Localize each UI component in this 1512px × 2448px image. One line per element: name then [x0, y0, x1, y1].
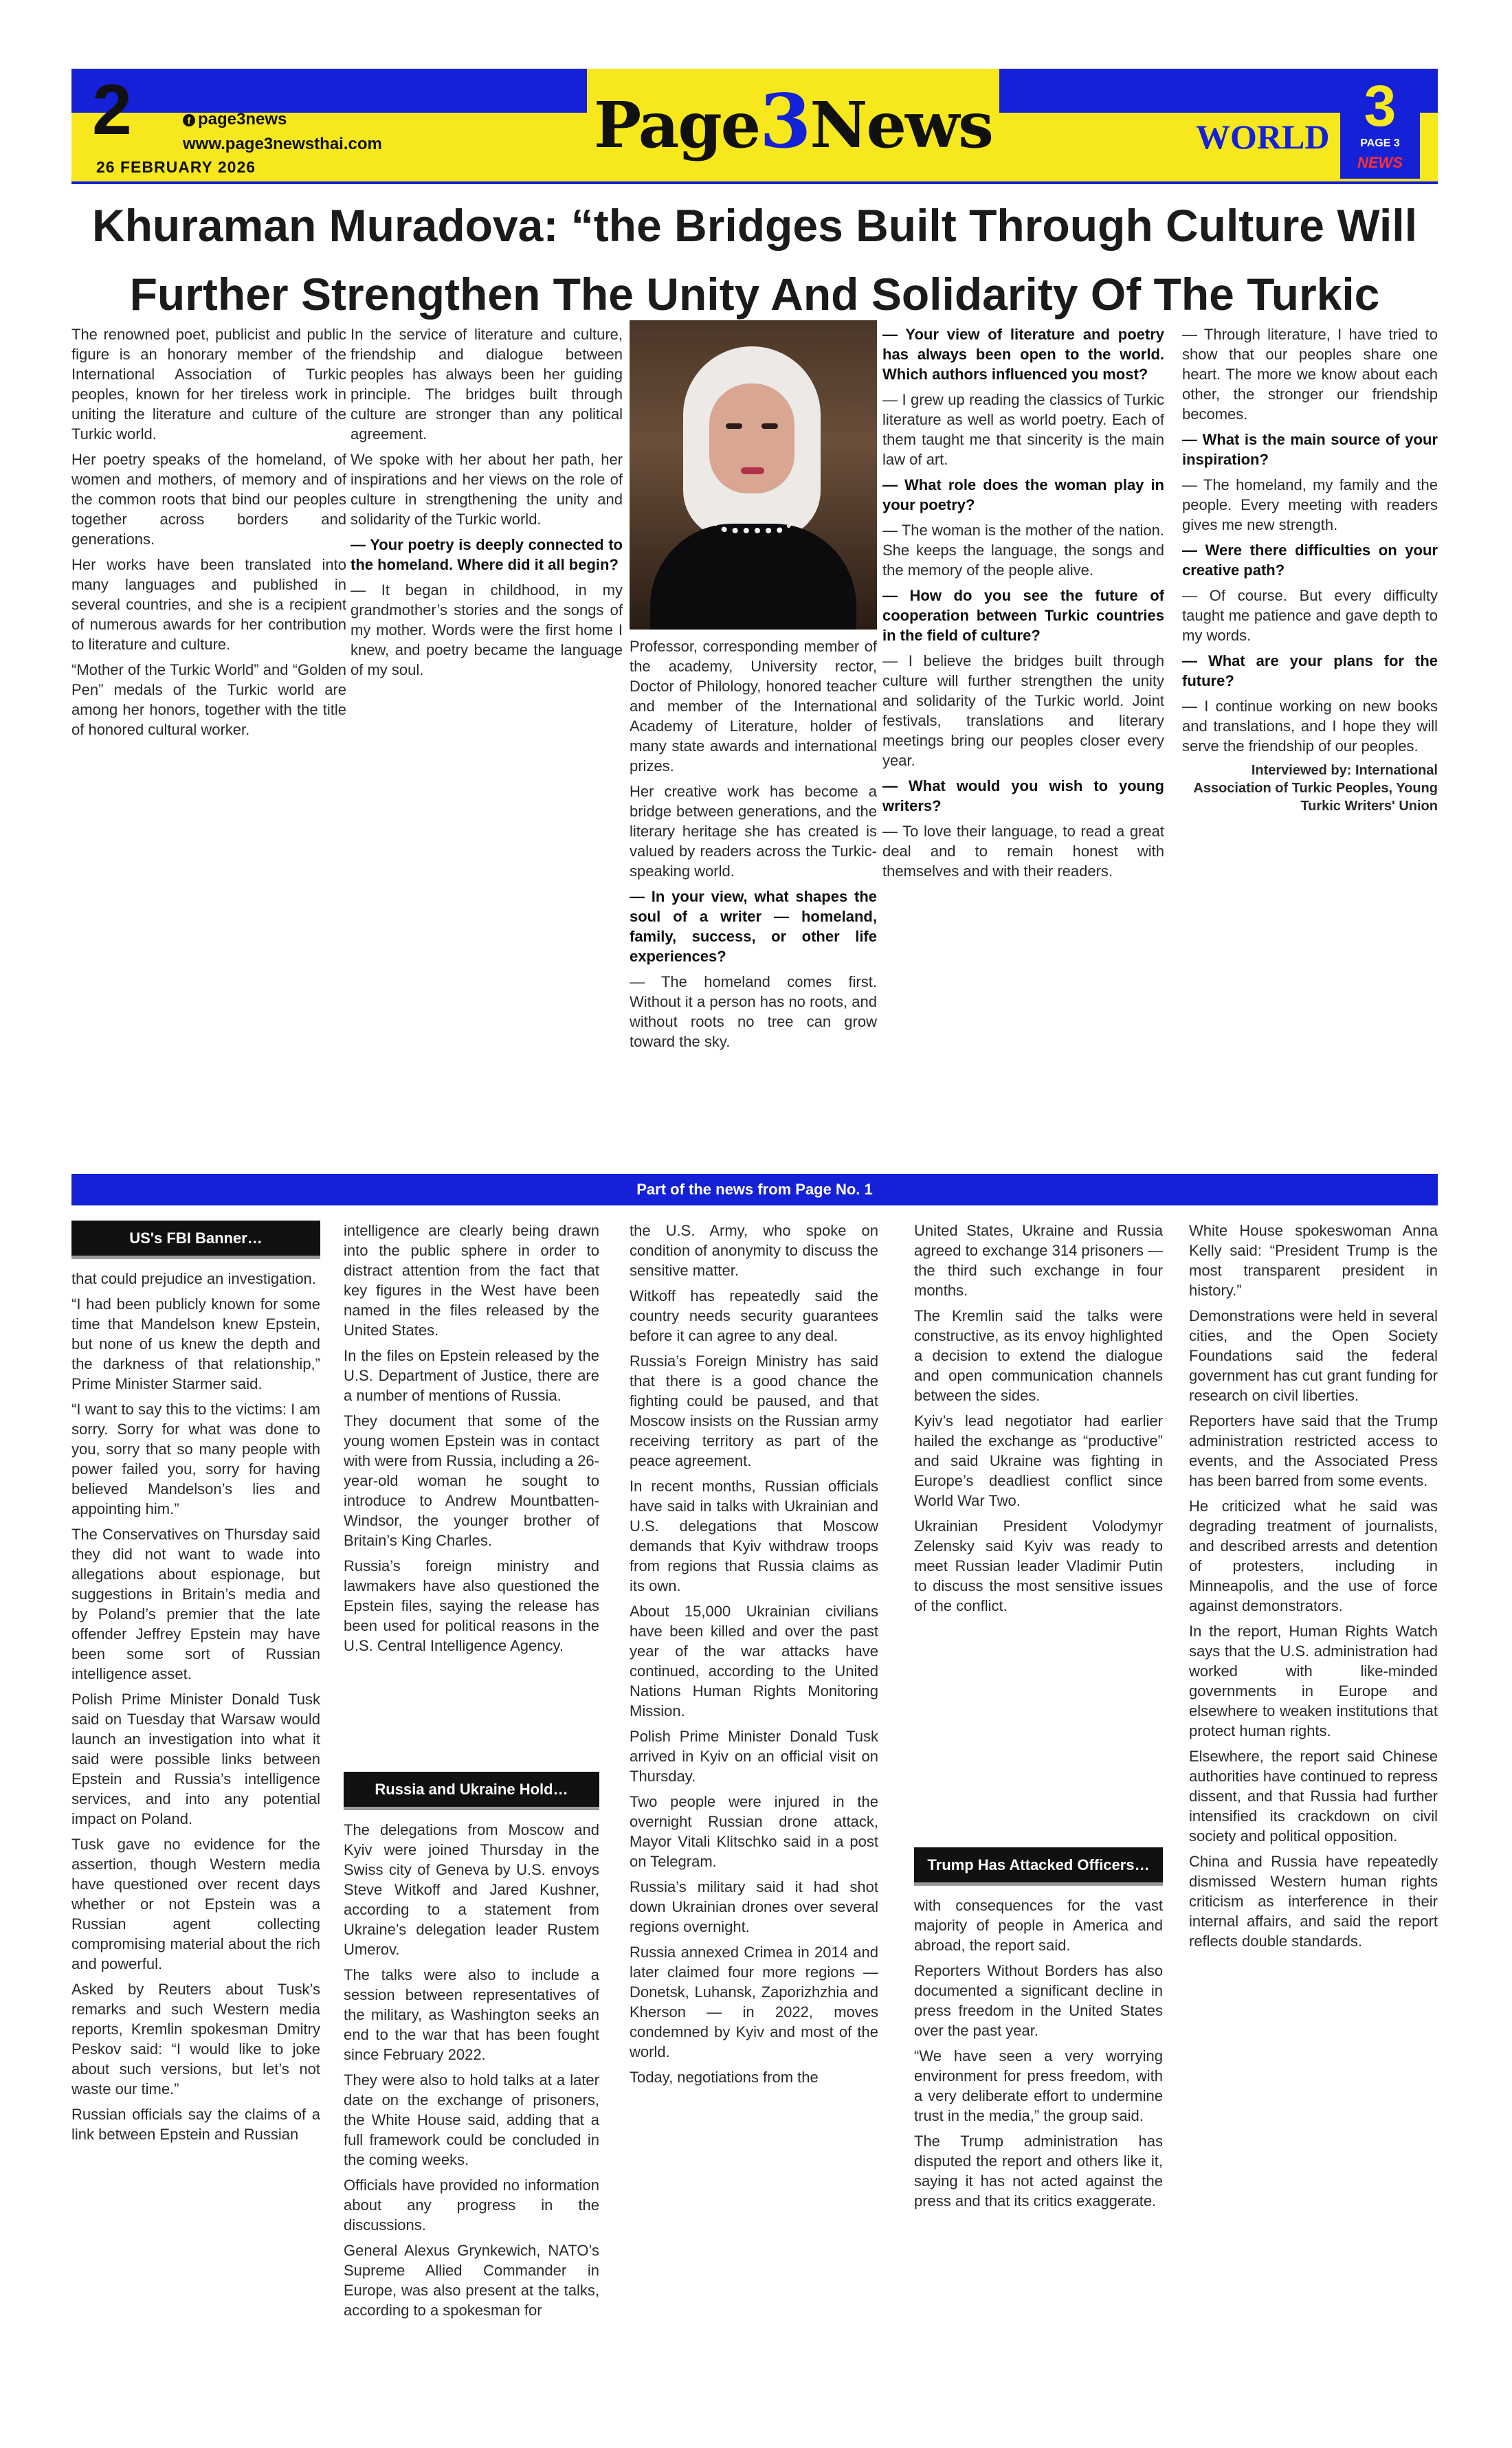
article-column-3: [882, 324, 1164, 1170]
paragraph: — Through literature, I have tried to show that our peoples share one heart. The more we know about each other, the stronger our friendship becomes.: [1182, 326, 1438, 423]
paragraph: Russian officials say the claims of a link between Epstein and Russian: [71, 2106, 320, 2143]
paragraph: “We have seen a very worrying environment for press freedom, with a very deliberate effort to undermine trust in the media,” the group said.: [914, 2047, 1163, 2124]
paragraph: Russia’s foreign ministry and lawmakers have also questioned the Epstein files, saying the release has been used for political reasons in the U.S. Central Intelligence Agency.: [344, 1557, 599, 1654]
paragraph: — I continue working on new books and translations, and I hope they will serve the friendship of our peoples.: [1182, 698, 1438, 755]
paragraph: — The woman is the mother of the nation. She keeps the language, the songs and the memory of the people alive.: [882, 522, 1164, 579]
paragraph: We spoke with her about her path, her inspirations and her views on the role of culture in strengthening the unity and solidarity of the Turkic world.: [351, 451, 623, 528]
paragraph: He criticized what he said was degrading treatment of journalists, and described arrests and detention of protesters, including in Minneapolis, and the use of force against demonstrators.: [1189, 1498, 1438, 1614]
paragraph: — Of course. But every difficulty taught me patience and gave depth to my words.: [1182, 587, 1438, 644]
photo-pearl-necklace: [711, 513, 796, 533]
paragraph: Officials have provided no information about any progress in the discussions.: [344, 2177, 599, 2234]
interview-question: — Were there difficulties on your creative path?: [1182, 542, 1438, 579]
paragraph: Witkoff has repeatedly said the country needs security guarantees before it can agree to any deal.: [630, 1287, 878, 1344]
paragraph: Polish Prime Minister Donald Tusk said on Tuesday that Warsaw would launch an investigation into what it said were possible links between Epstein and Russia’s intelligence services, and into any potential impact on Poland.: [71, 1691, 320, 1827]
lower-column-1: [71, 1269, 320, 2382]
subhead-russia-ukraine[interactable]: Russia and Ukraine Hold…: [344, 1772, 599, 1810]
paragraph: Elsewhere, the report said Chinese authorities have continued to repress dissent, and that Russia had further intensified its crackdown on civil society and political opposition.: [1189, 1748, 1438, 1845]
issue-date: 26 FEBRUARY 2026: [96, 158, 256, 176]
article-column-2b: [630, 636, 877, 1170]
paragraph: — I grew up reading the classics of Turkic literature as well as world poetry. Each of them taught me that sincerity is the main law of art.: [882, 391, 1164, 468]
badge-news-label: NEWS: [1357, 154, 1403, 171]
logo-three: 3: [759, 78, 810, 165]
paragraph: “I want to say this to the victims: I am sorry. Sorry for what was done to you, sorry that so many people with power failed you, sorry for having believed Mandelson’s lies and appointing him.”: [71, 1401, 320, 1517]
paragraph: Ukrainian President Volodymyr Zelensky said Kyiv was ready to meet Russian leader Vladimir Putin to discuss the most sensitive issues of the conflict.: [914, 1517, 1163, 1614]
facebook-icon: f: [183, 114, 195, 126]
paragraph: In recent months, Russian officials have said in talks with Ukrainian and U.S. delegations that Moscow demands that Kyiv withdraw troops from regions that Russia claims as its own.: [630, 1478, 878, 1594]
logo-wordmark: [587, 78, 999, 165]
interview-question: — In your view, what shapes the soul of a writer — homeland, family, success, or other life experiences?: [630, 888, 877, 965]
paragraph: Reporters have said that the Trump administration restricted access to events, and the Associated Press has been barred from some events.: [1189, 1412, 1438, 1489]
headline-line-2: Further Strengthen The Unity And Solidarity Of The Turkic: [129, 269, 1380, 320]
paragraph: Two people were injured in the overnight Russian drone attack, Mayor Vitali Klitschko said in a post on Telegram.: [630, 1793, 878, 1870]
article-column-4: [1182, 324, 1438, 1170]
paragraph: Tusk gave no evidence for the assertion, though Western media have questioned over recent days whether or not Epstein was a Russian agent collecting compromising material about the rich and powerful.: [71, 1836, 320, 1972]
interview-question: — Your view of literature and poetry has always been open to the world. Which authors influenced you most?: [882, 326, 1164, 383]
masthead-rule: [71, 181, 1438, 184]
paragraph: The delegations from Moscow and Kyiv were joined Thursday in the Swiss city of Geneva by U.S. envoys Steve Witkoff and Jared Kushner, according to a statement from Ukraine’s delegation leader Rustem Umerov.: [344, 1821, 599, 1958]
paragraph: Russia annexed Crimea in 2014 and later claimed four more regions — Donetsk, Luhansk, Zaporizhzhia and Kherson — in 2022, moves condemned by Kyiv and most of the world.: [630, 1944, 878, 2060]
logo-prefix: Page: [594, 88, 760, 162]
interview-question: — What is the main source of your inspiration?: [1182, 431, 1438, 468]
paragraph: Her poetry speaks of the homeland, of women and mothers, of memory and of the common roots that bind our peoples together across borders and generations.: [71, 451, 346, 548]
paragraph: China and Russia have repeatedly dismissed Western human rights criticism as interference in their internal affairs, and said the report reflects double standards.: [1189, 1853, 1438, 1950]
lower-column-3: [630, 1221, 878, 2382]
paragraph: Russia’s military said it had shot down Ukrainian drones over several regions overnight.: [630, 1878, 878, 1935]
paragraph: The Kremlin said the talks were constructive, as its envoy highlighted a decision to extend the dialogue and open communication channels between the sides.: [914, 1307, 1163, 1404]
article-column-1: [71, 324, 346, 1170]
interview-question: — What would you wish to young writers?: [882, 777, 1164, 814]
interview-question: — What are your plans for the future?: [1182, 652, 1438, 689]
badge-number: 3: [1364, 74, 1397, 138]
paragraph: Kyiv’s lead negotiator had earlier hailed the exchange as “productive” and said Ukraine was fighting in Europe’s deadliest conflict since World War Two.: [914, 1412, 1163, 1509]
paragraph: United States, Ukraine and Russia agreed to exchange 314 prisoners — the third such exchange in four months.: [914, 1222, 1163, 1299]
subhead-trump[interactable]: Trump Has Attacked Officers…: [914, 1847, 1163, 1886]
interview-question: — How do you see the future of cooperation between Turkic countries in the field of culture?: [882, 587, 1164, 644]
paragraph: the U.S. Army, who spoke on condition of anonymity to discuss the sensitive matter.: [630, 1222, 878, 1279]
paragraph: Demonstrations were held in several cities, and the Open Society Foundations said the federal government has cut grant funding for research on civil liberties.: [1189, 1307, 1438, 1404]
paragraph: The Conservatives on Thursday said they did not want to wade into allegations about espionage, but suggestions in Britain’s media and by Poland’s premier that the late offender Jeffrey Epstein may have been some sort of Russian intelligence asset.: [71, 1526, 320, 1682]
paragraph: In the report, Human Rights Watch says that the U.S. administration had worked with like-minded governments in Europe and elsewhere to weaken institutions that protect human rights.: [1189, 1623, 1438, 1739]
interview-question: — Your poetry is deeply connected to the homeland. Where did it all begin?: [351, 536, 623, 573]
lower-column-2b: [344, 1820, 599, 2382]
lower-column-2: [344, 1221, 599, 1770]
article-column-2: [351, 324, 623, 1170]
paragraph: — To love their language, to read a great deal and to remain honest with themselves and with their readers.: [882, 823, 1164, 880]
paragraph: Professor, corresponding member of the academy, University rector, Doctor of Philology, honored teacher and member of the International Academy of Literature, holder of many state awards and international prizes.: [630, 638, 877, 775]
paragraph: Reporters Without Borders has also documented a significant decline in press freedom in the United States over the past year.: [914, 1962, 1163, 2039]
lower-column-4: [914, 1221, 1163, 1839]
headline-line-1: Khuraman Muradova: “the Bridges Built Through Culture Will: [91, 200, 1418, 251]
paragraph: The renowned poet, publicist and public figure is an honorary member of the International Association of Turkic peoples, known for her tireless work in uniting the literature and culture of the Turkic world.: [71, 326, 346, 443]
section-label[interactable]: WORLD: [1196, 118, 1330, 156]
paragraph: White House spokeswoman Anna Kelly said: “President Trump is the most transparent president in history.”: [1189, 1222, 1438, 1299]
paragraph: About 15,000 Ukrainian civilians have been killed and over the past year of the war attacks have continued, according to the United Nations Human Rights Monitoring Mission.: [630, 1603, 878, 1720]
paragraph: General Alexus Grynkewich, NATO’s Supreme Allied Commander in Europe, was also present at the talks, according to a spokesman for: [344, 2242, 599, 2319]
photo-eye: [761, 423, 778, 429]
masthead: [71, 69, 1438, 184]
badge-page-label: PAGE 3: [1360, 137, 1400, 149]
interviewer-signature: Interviewed by: International Association of Turkic Peoples, Young Turkic Writers' Union: [1193, 763, 1438, 814]
paragraph: They document that some of the young women Epstein was in contact with were from Russia, including a 26-year-old woman he sought to introduce to Andrew Mountbatten-Windsor, the younger brother of Britain’s King Charles.: [344, 1412, 599, 1549]
paragraph: The Trump administration has disputed the report and others like it, saying it has not acted against the press and that its critics exaggerate.: [914, 2133, 1163, 2210]
logo-suffix: News: [810, 88, 992, 162]
paragraph: Her works have been translated into many languages and published in several countries, and she is a recipient of numerous awards for her contribution to literature and culture.: [71, 556, 346, 653]
photo-face: [709, 383, 794, 493]
paragraph: Polish Prime Minister Donald Tusk arrived in Kyiv on an official visit on Thursday.: [630, 1728, 878, 1785]
paragraph: They were also to hold talks at a later date on the exchange of prisoners, the White House said, adding that a full framework could be concluded in the coming weeks.: [344, 2071, 599, 2168]
paragraph: — I believe the bridges built through culture will further strengthen the unity and solidarity of the Turkic world. Joint festivals, translations and literary meetings bring our peoples closer every year.: [882, 652, 1164, 769]
paragraph: Russia’s Foreign Ministry has said that there is a good chance the fighting could be paused, and that Moscow insists on the Russian army receiving territory as part of the peace agreement.: [630, 1353, 878, 1469]
page3-badge: [1340, 76, 1420, 179]
paragraph: — It began in childhood, in my grandmother’s stories and the songs of my mother. Words were the first home I knew, and poetry became the language of my soul.: [351, 581, 623, 678]
paragraph: that could prejudice an investigation.: [71, 1270, 316, 1287]
logo[interactable]: [587, 69, 999, 184]
subhead-fbi[interactable]: US's FBI Banner…: [71, 1221, 320, 1259]
paragraph: The talks were also to include a session between representatives of the military, as Washington seeks an end to the war that has been fought since February 2022.: [344, 1966, 599, 2063]
paragraph: “Mother of the Turkic World” and “Golden Pen” medals of the Turkic world are among her honors, together with the title of honored cultural worker.: [71, 661, 346, 738]
paragraph: In the files on Epstein released by the U.S. Department of Justice, there are a number of mentions of Russia.: [344, 1347, 599, 1404]
paragraph: — The homeland comes first. Without it a person has no roots, and without roots no tree can grow toward the sky.: [630, 973, 877, 1050]
paragraph: Her creative work has become a bridge between generations, and the literary heritage she has created is valued by readers across the Turkic-speaking world.: [630, 783, 877, 880]
website-link[interactable]: www.page3newsthai.com: [183, 135, 382, 153]
paragraph: Today, negotiations from the: [630, 2069, 819, 2086]
paragraph: with consequences for the vast majority of people in America and abroad, the report said.: [914, 1897, 1163, 1954]
interview-question: — What role does the woman play in your poetry?: [882, 476, 1164, 513]
paragraph: intelligence are clearly being drawn into the public sphere in order to distract attention from the fact that key figures in the West have been named in the files released by the United States.: [344, 1222, 599, 1339]
page-number: 2: [92, 70, 132, 150]
portrait-photo: [630, 320, 877, 630]
photo-lips: [741, 467, 764, 474]
paragraph: — The homeland, my family and the people. Every meeting with readers gives me new strength.: [1182, 476, 1438, 533]
paragraph: “I had been publicly known for some time that Mandelson knew Epstein, but none of us knew the depth and the darkness of that relationship,” Prime Minister Starmer said.: [71, 1295, 320, 1392]
continuation-banner: Part of the news from Page No. 1: [71, 1174, 1438, 1205]
paragraph: Asked by Reuters about Tusk’s remarks and such Western media reports, Kremlin spokesman Dmitry Peskov said: “I would like to joke about such versions, but let’s not waste our time.”: [71, 1981, 320, 2098]
lower-column-4b: [914, 1895, 1163, 2382]
contact-info: [183, 107, 382, 157]
lower-column-5: [1189, 1221, 1438, 2382]
facebook-handle[interactable]: page3news: [198, 110, 287, 129]
paragraph: In the service of literature and culture, friendship and dialogue between peoples has always been her guiding principle. The bridges built through culture are stronger than any political agreement.: [351, 326, 623, 443]
photo-eye: [726, 423, 742, 429]
